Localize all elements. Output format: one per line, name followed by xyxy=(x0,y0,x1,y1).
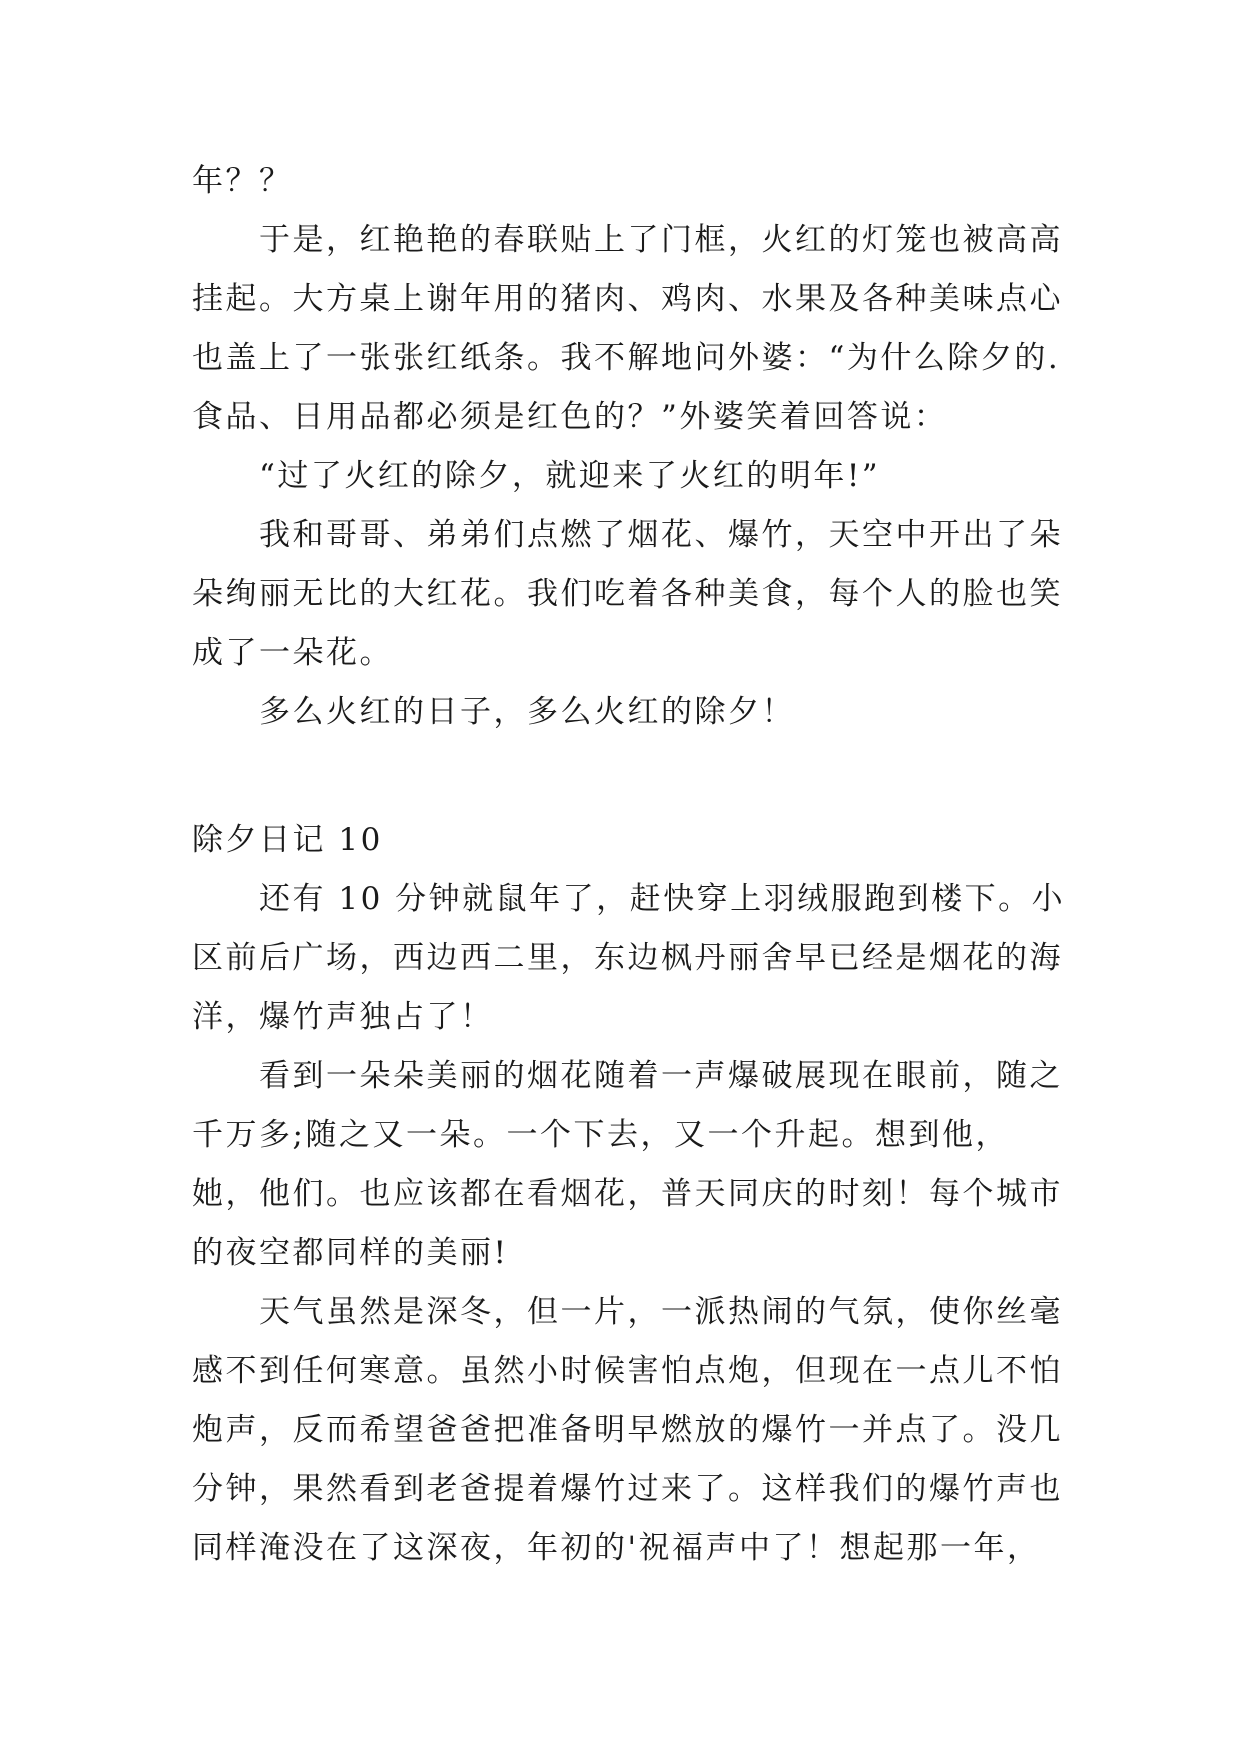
paragraph: 还有 10 分钟就鼠年了，赶快穿上羽绒服跑到楼下。小区前后广场，西边西二里，东边枫丹丽舍早已经是烟花的海洋，爆竹声独占了！ xyxy=(192,881,1066,1035)
paragraph: 年？？ xyxy=(192,163,293,199)
document-body xyxy=(192,152,1072,1578)
section-title: 除夕日记 10 xyxy=(192,822,383,858)
paragraph: 我和哥哥、弟弟们点燃了烟花、爆竹，天空中开出了朵朵绚丽无比的大红花。我们吃着各种美食，每个人的脸也笑成了一朵花。 xyxy=(192,517,1063,671)
paragraph: 看到一朵朵美丽的烟花随着一声爆破展现在眼前，随之千万多;随之又一朵。一个下去，又一个升起。想到他，她，他们。也应该都在看烟花，普天同庆的时刻！每个城市的夜空都同样的美丽! xyxy=(192,1058,1063,1271)
paragraph: 多么火红的日子，多么火红的除夕！ xyxy=(259,694,795,730)
paragraph: 天气虽然是深冬，但一片，一派热闹的气氛，使你丝毫感不到任何寒意。虽然小时候害怕点炮，但现在一点儿不怕炮声，反而希望爸爸把准备明早燃放的爆竹一并点了。没几分钟，果然看到老爸提着爆竹过来了。这样我们的爆竹声也同样淹没在了这深夜，年初的'祝福声中了！想起那一年， xyxy=(192,1294,1063,1566)
quote-paragraph: “过了火红的除夕，就迎来了火红的明年!” xyxy=(259,458,881,494)
paragraph: 于是，红艳艳的春联贴上了门框，火红的灯笼也被高高挂起。大方桌上谢年用的猪肉、鸡肉、水果及各种美味点心也盖上了一张张红纸条。我不解地问外婆：“为什么除夕的.食品、日用品都必须是红色的？”外婆笑着回答说： xyxy=(192,222,1063,435)
